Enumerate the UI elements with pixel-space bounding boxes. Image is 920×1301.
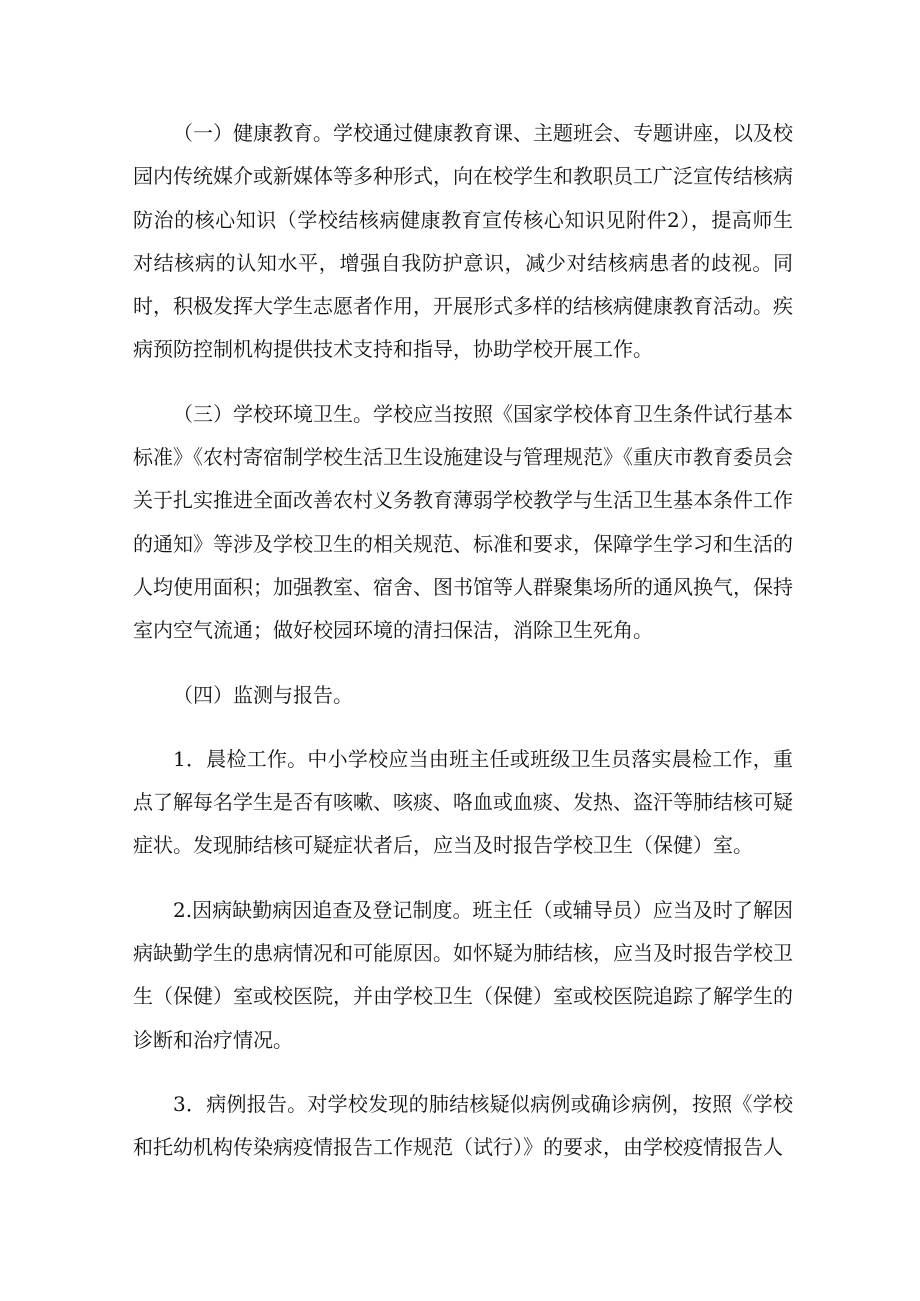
paragraph-case-report: 3．病例报告。对学校发现的肺结核疑似病例或确诊病例，按照《学校和托幼机构传染病疫情报告工作规范（试行）》的要求，由学校疫情报告人 (133, 1091, 793, 1160)
paragraph-school-environment: （三）学校环境卫生。学校应当按照《国家学校体育卫生条件试行基本标准》《农村寄宿制学校生活卫生设施建设与管理规范》《重庆市教育委员会关于扎实推进全面改善农村义务教育薄弱学校教学与生活卫生基本条件工作的通知》等涉及学校卫生的相关规范、标准和要求，保障学生学习和生活的人均使用面积；加强教室、宿舍、图书馆等人群聚集场所的通风换气，保持室内空气流通；做好校园环境的清扫保洁，消除卫生死角。 (133, 401, 793, 643)
paragraph-monitoring-heading: （四）监测与报告。 (173, 682, 353, 707)
paragraph-absence-tracking: 2.因病缺勤病因追查及登记制度。班主任（或辅导员）应当及时了解因病缺勤学生的患病情况和可能原因。如怀疑为肺结核，应当及时报告学校卫生（保健）室或校医院，并由学校卫生（保健）室或校医院追踪了解学生的诊断和治疗情况。 (133, 897, 793, 1052)
paragraph-health-education: （一）健康教育。学校通过健康教育课、主题班会、专题讲座，以及校园内传统媒介或新媒体等多种形式，向在校学生和教职员工广泛宣传结核病防治的核心知识（学校结核病健康教育宣传核心知识见附件2），提高师生对结核病的认知水平，增强自我防护意识，减少对结核病患者的歧视。同时，积极发挥大学生志愿者作用，开展形式多样的结核病健康教育活动。疾病预防控制机构提供技术支持和指导，协助学校开展工作。 (133, 121, 793, 362)
paragraph-morning-check: 1．晨检工作。中小学校应当由班主任或班级卫生员落实晨检工作，重点了解每名学生是否有咳嗽、咳痰、咯血或血痰、发热、盗汗等肺结核可疑症状。发现肺结核可疑症状者后，应当及时报告学校卫生（保健）室。 (133, 746, 793, 858)
document-body (133, 112, 793, 1170)
